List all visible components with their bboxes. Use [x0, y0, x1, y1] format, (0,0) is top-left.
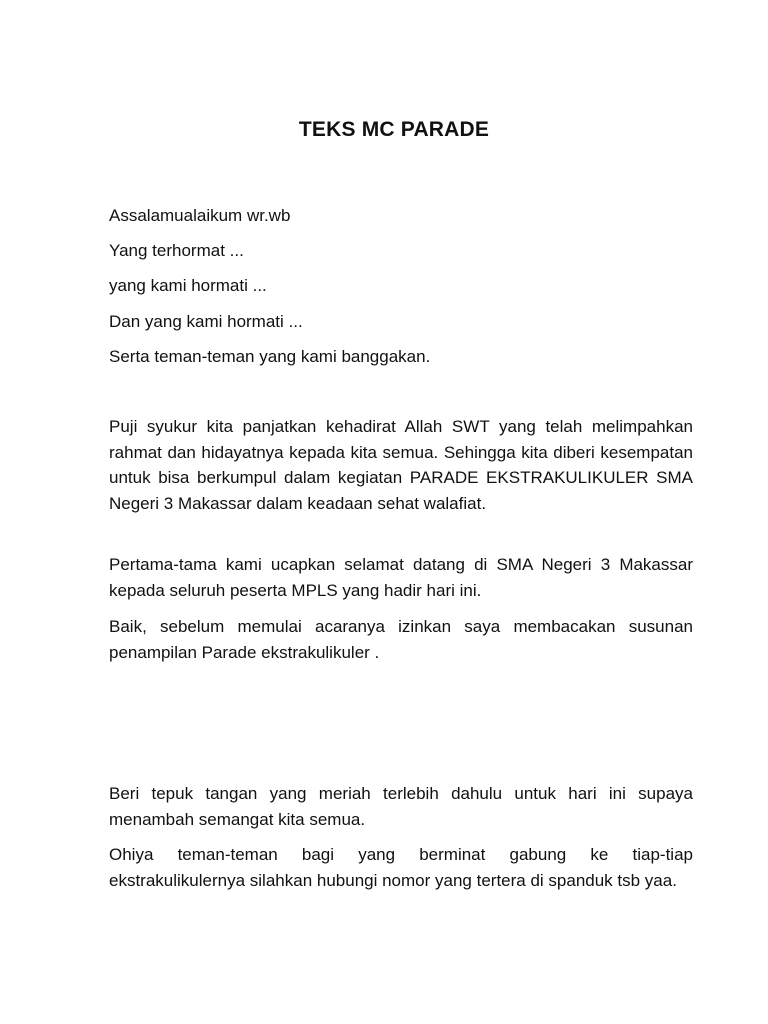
greeting-line-salam: Assalamualaikum wr.wb: [109, 206, 291, 225]
paragraph-susunan: Baik, sebelum memulai acaranya izinkan saya membacakan susunan penampilan Parade ekstrakulikuler .: [109, 617, 693, 662]
greeting-line-teman: Serta teman-teman yang kami banggakan.: [109, 347, 431, 366]
paragraph-puji-syukur: Puji syukur kita panjatkan kehadirat Allah SWT yang telah melimpahkan rahmat dan hidayatnya kepada kita semua. Sehingga kita diberi kesempatan untuk bisa berkumpul dalam kegiatan PARADE EKSTRAKULIKULER SMA Negeri 3 Makassar dalam keadaan sehat walafiat.: [109, 417, 693, 513]
paragraph-tepuk-tangan: Beri tepuk tangan yang meriah terlebih dahulu untuk hari ini supaya menambah semangat kita semua.: [109, 784, 693, 829]
greeting-line-terhormat: Yang terhormat ...: [109, 241, 244, 260]
greeting-line-hormati: yang kami hormati ...: [109, 276, 267, 295]
paragraph-ekstrakulikuler: Ohiya teman-teman bagi yang berminat gabung ke tiap-tiap ekstrakulikulernya silahkan hubungi nomor yang tertera di spanduk tsb yaa.: [109, 845, 693, 890]
greeting-line-dan-hormati: Dan yang kami hormati ...: [109, 312, 303, 331]
paragraph-selamat-datang: Pertama-tama kami ucapkan selamat datang di SMA Negeri 3 Makassar kepada seluruh peserta MPLS yang hadir hari ini.: [109, 555, 693, 600]
document-title: TEKS MC PARADE: [298, 118, 490, 141]
